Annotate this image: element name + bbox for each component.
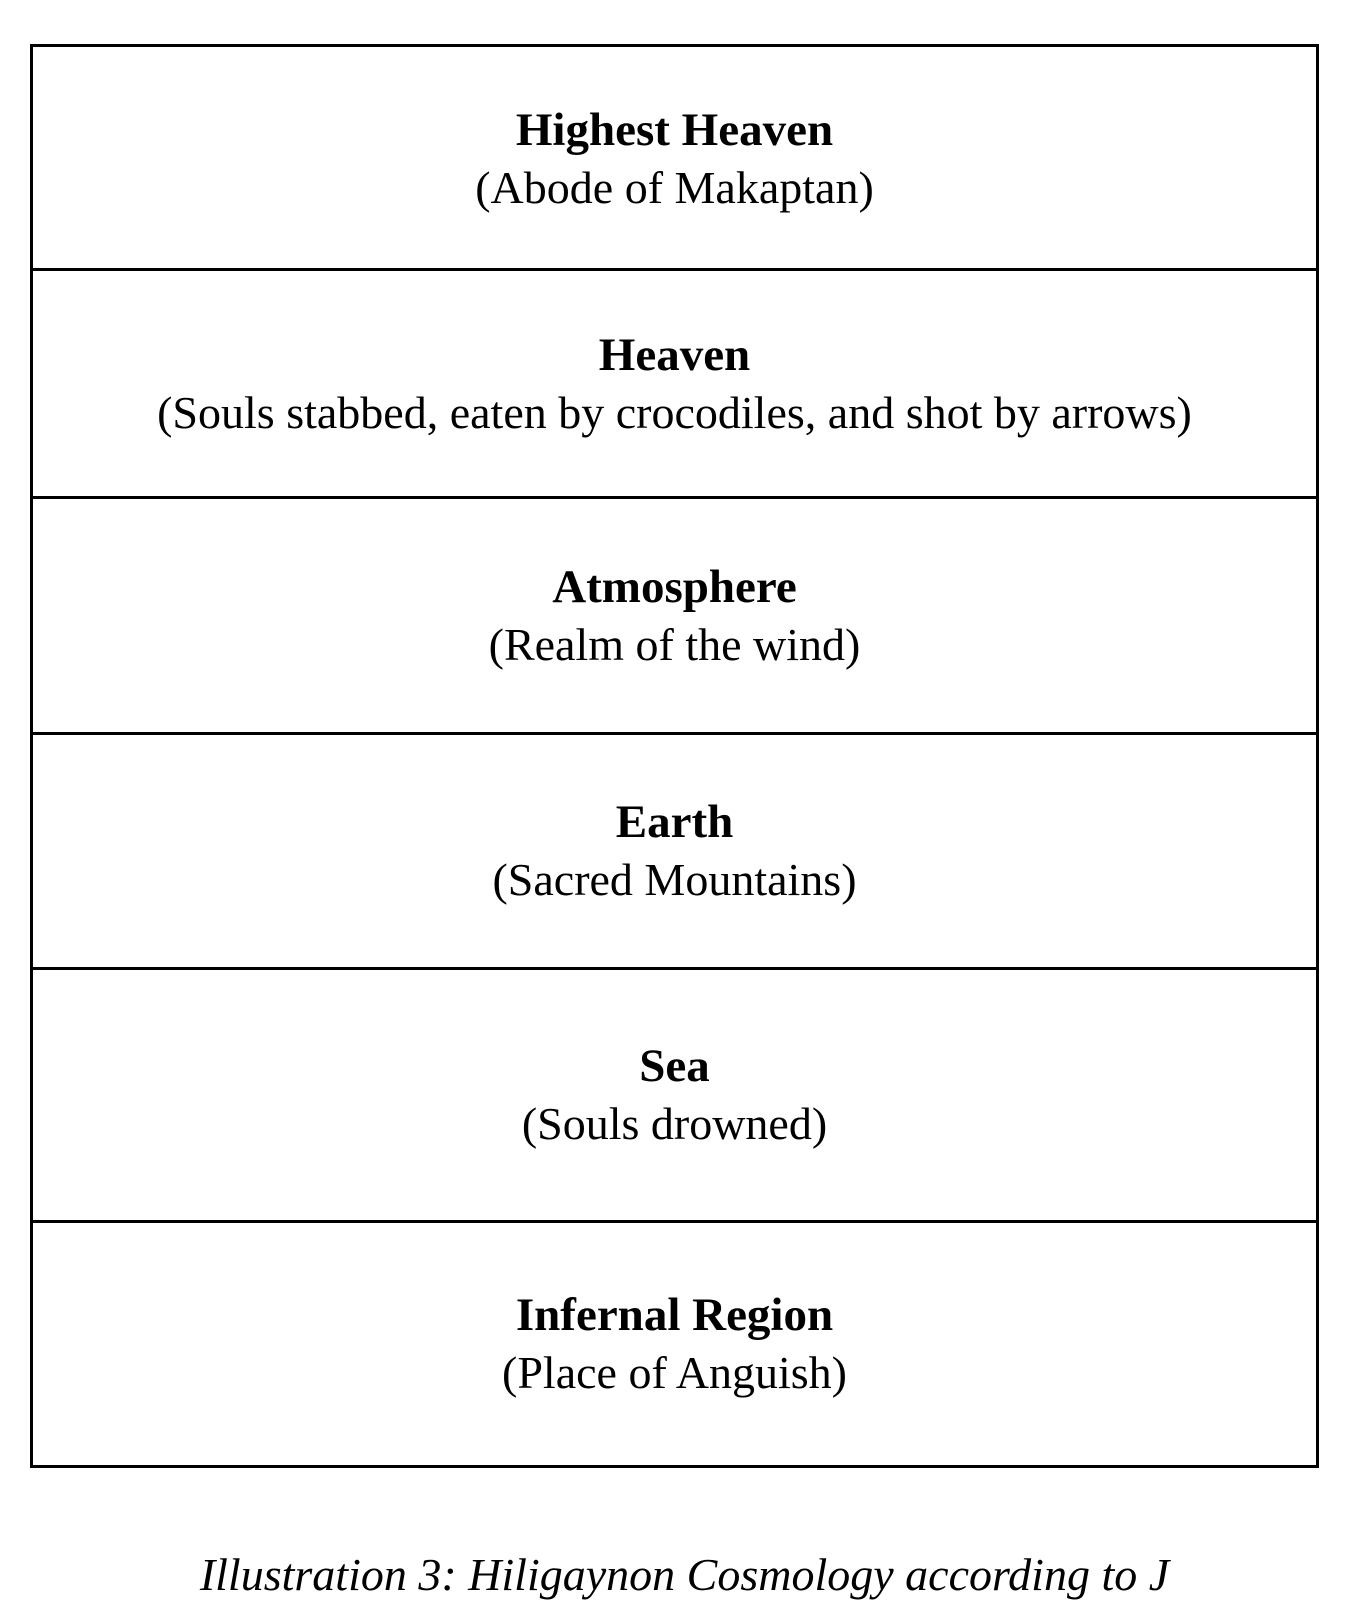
cosmology-diagram bbox=[30, 44, 1319, 1468]
layer-atmosphere bbox=[33, 496, 1316, 732]
layer-sea bbox=[33, 967, 1316, 1220]
layer-description: (Souls stabbed, eaten by crocodiles, and shot by arrows) bbox=[157, 386, 1192, 438]
layer-heaven bbox=[33, 268, 1316, 496]
layer-earth bbox=[33, 732, 1316, 967]
layer-title: Earth bbox=[615, 796, 734, 848]
layer-title: Highest Heaven bbox=[515, 104, 834, 156]
layer-title: Heaven bbox=[598, 328, 751, 381]
layer-infernal-region bbox=[33, 1220, 1316, 1465]
layer-description: (Realm of the wind) bbox=[488, 618, 861, 670]
layer-highest-heaven bbox=[33, 47, 1316, 271]
layer-description: (Souls drowned) bbox=[521, 1098, 828, 1149]
layer-title: Sea bbox=[639, 1040, 710, 1092]
layer-title: Infernal Region bbox=[515, 1289, 834, 1341]
layer-description: (Sacred Mountains) bbox=[492, 854, 857, 905]
layer-title: Atmosphere bbox=[552, 560, 797, 613]
figure-caption: Illustration 3: Hiligaynon Cosmology according to J bbox=[199, 1549, 1170, 1600]
layer-description: (Abode of Makaptan) bbox=[475, 162, 874, 213]
layer-description: (Place of Anguish) bbox=[502, 1347, 847, 1398]
